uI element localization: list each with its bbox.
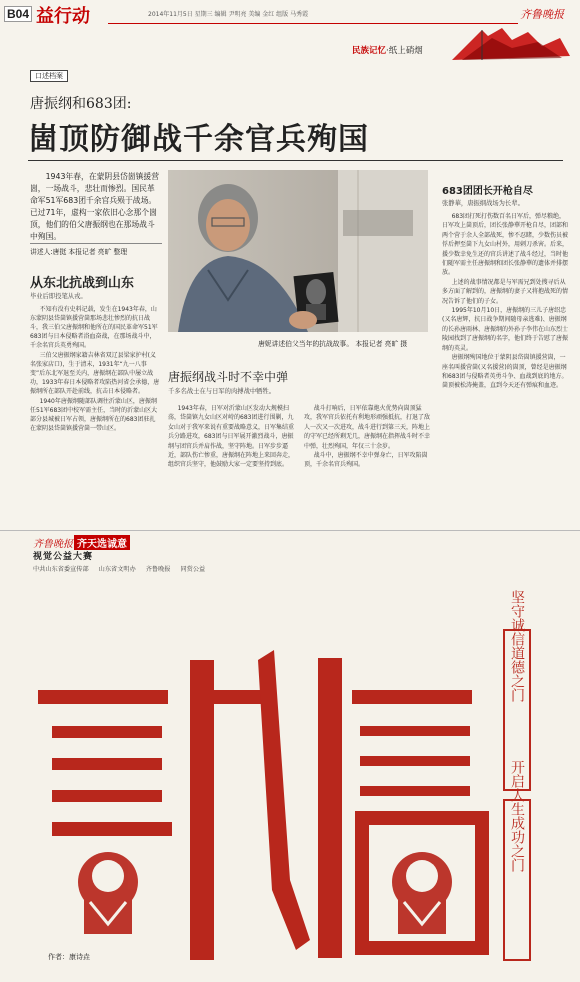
sponsor: 中共山东省委宣传部: [33, 566, 89, 573]
paragraph: 1995年10月10日，唐振纲的三儿子唐绍忠(又名唐辉，抗日战争期间随母亲逃难)、唐振纲的长孙唐雨林、唐振纲的外孙子李伟在山东烈士陵园找到了唐振纲的名字，他们终于告慰了唐振纲的英灵。: [442, 307, 569, 352]
credit-line: 讲述人:唐挺 本报记者 亮旷 整理: [30, 243, 162, 256]
subhead-3: 683团团长开枪自尽: [442, 186, 533, 197]
sponsor: 齐鲁晚报: [145, 566, 171, 573]
flag-illustration: [442, 26, 574, 62]
banner-2-text: 开启人生成功之门: [509, 760, 525, 872]
subhead-1-note: 毕业后即投笔从戎。: [30, 293, 87, 300]
paragraph: 1943年春，日军对沂蒙山区发动大规模扫荡，岱崮镇九女山区对峙的683团进行围剿，九女山对于我军来说有重要战略意义，日军集结重兵分路进攻，683团与日军展开激烈战斗，唐振纲与团官兵并肩作战，坚守阵地。日军步步逼近，部队伤亡惨重，唐振纲在阵地上来回奔走，组织官兵坚守，他鼓励大家一定要坚持到底。: [168, 405, 295, 469]
subhead-2-note: 千多名战士在与日军的肉搏战中牺牲。: [168, 388, 276, 395]
lead-paragraph: 1943年春，在蒙阴县岱崮镇援营崮，一场战斗，悲壮而惨烈。国民革命军51军683团千余官兵殒于战场。已过71年，虚构一家依旧心念那个崮顶，他们的伯父唐振纲也在那场战斗中殉国。: [30, 172, 159, 241]
sponsor: 山东省文明办: [98, 566, 136, 573]
big-char-1: 诚: [140, 620, 141, 621]
section-title: 益行动: [36, 6, 90, 27]
ad-campaign-logo: 齐天选诚意: [74, 535, 130, 550]
paragraph: 683团打死打伤数百名日军后，弹尽粮绝，日军攻上崮顶后，团长张静華开枪自尽，团部和两个营于余人全部战死，惨不忍睹，少数伤员被俘后押至崮下九女山村外，用刺刀杀害。后来，援少数幸免生还的官兵讲述了战斗经过，当时他们随军需主任唐振纲和团长张静華的遗体并排摆放。: [442, 213, 569, 277]
sponsor: 同赏公益: [180, 566, 206, 573]
elderly-woman-photo: [168, 170, 428, 332]
photo-caption: 唐妮讲述伯父当年的抗战故事。 本报记者 亮旷 摄: [258, 340, 408, 348]
door-god-papercut-right: [392, 852, 452, 934]
paragraph: 唐振纲殉国地位于蒙阴县岱崮镇援营崮，一座名叫援营崮(又名援营)的崮顶，曾经是唐振纲和683团与侵略者英勇斗争、血战到底的地方。崮顶被松涛掩盖，直到今天还有弹痕和血迹。: [442, 354, 568, 390]
paragraph: 不知有没有史料记载，发生在1943年春，山东蒙阴县岱崮镇援营崮那场悲壮惨烈的抗日战斗，我三伯父唐振纲和他所在的国民革命军51军683团与日本侵略者浴血奋战，在那场战斗中，千余名官兵英勇殉国。: [30, 306, 158, 349]
headline-rule: [28, 160, 563, 161]
paragraph: 战斗中，唐振纲不幸中弹身亡，日军攻陷崮顶，千余名官兵殉国。: [304, 452, 428, 469]
ad-title: 视觉公益大赛: [33, 552, 94, 562]
kicker: 唐振纲和683团:: [30, 96, 132, 112]
paragraph: 1940年唐振纲随部队调往沂蒙山区，唐振纲任51军683团中校军需主任，当时的沂蒙山区大部分县城被日军占领，唐振纲所在的683团驻扎在蒙阴县岱崮镇援营崮一带山区。: [30, 398, 158, 432]
ad-author: 作者：康诗垚: [48, 953, 90, 961]
series-label: [352, 44, 423, 56]
headline: 崮顶防御战千余官兵殉国: [28, 122, 369, 157]
paragraph: 战斗打响后，日军依靠炮火优势向崮顶猛攻，我军官兵依托有利地形顽强抵抗，打退了敌人一次又一次进攻，战斗进行到第三天，阵地上的守军已经所剩无几，唐振纲在指挥战斗时不幸中弹，壮烈殉国，年仅三十余岁。: [304, 405, 431, 450]
series-sub: ·纸上硝烟: [386, 46, 423, 56]
series-name: 民族记忆: [352, 46, 387, 56]
body-column-1: [30, 305, 160, 434]
subhead-3-note: 张静華，唐振纲战场为长辈。: [442, 200, 524, 207]
subhead-1: 从东北抗战到山东: [30, 276, 135, 291]
body-column-2: [168, 404, 294, 470]
page-number: B04: [4, 6, 32, 22]
column-tag: 口述档案: [30, 70, 68, 82]
paper-logo: 齐鲁晚报: [520, 8, 564, 21]
integrity-poster-art: [0, 580, 580, 975]
big-char-2: 信: [400, 620, 401, 621]
body-column-4: [442, 212, 568, 391]
banner-1-text: 坚守诚信道德之门: [509, 590, 525, 702]
ad-sponsors: [33, 564, 213, 573]
door-god-papercut-left: [78, 852, 138, 934]
paragraph: 上述的战事情况都是与军需兄到处搜寻后从多方面了解到的，唐振纲的妻子又将抱战死的情况告诉了他们的子女。: [442, 278, 569, 305]
body-column-3: [304, 404, 430, 470]
ad-paper-logo: 齐鲁晚报: [33, 539, 73, 550]
paragraph: 三伯父唐振纲家籍吉林省双辽县梁家护村(义名张家店口)，生于清末，1931年“九一八事变”后东北军退至关内，唐振纲在部队中屡立战功，1933年春日本侵略者攻陷热河省会承德，唐振纲所在部队开赴前线，抗击日本侵略者。: [30, 352, 160, 395]
subhead-2: 唐振纲战斗时不幸中弹: [168, 370, 289, 384]
header-meta: 2014年11月5日 星期三 编辑 尹明亮 美编 金红 组版 马秀霞: [148, 11, 309, 18]
